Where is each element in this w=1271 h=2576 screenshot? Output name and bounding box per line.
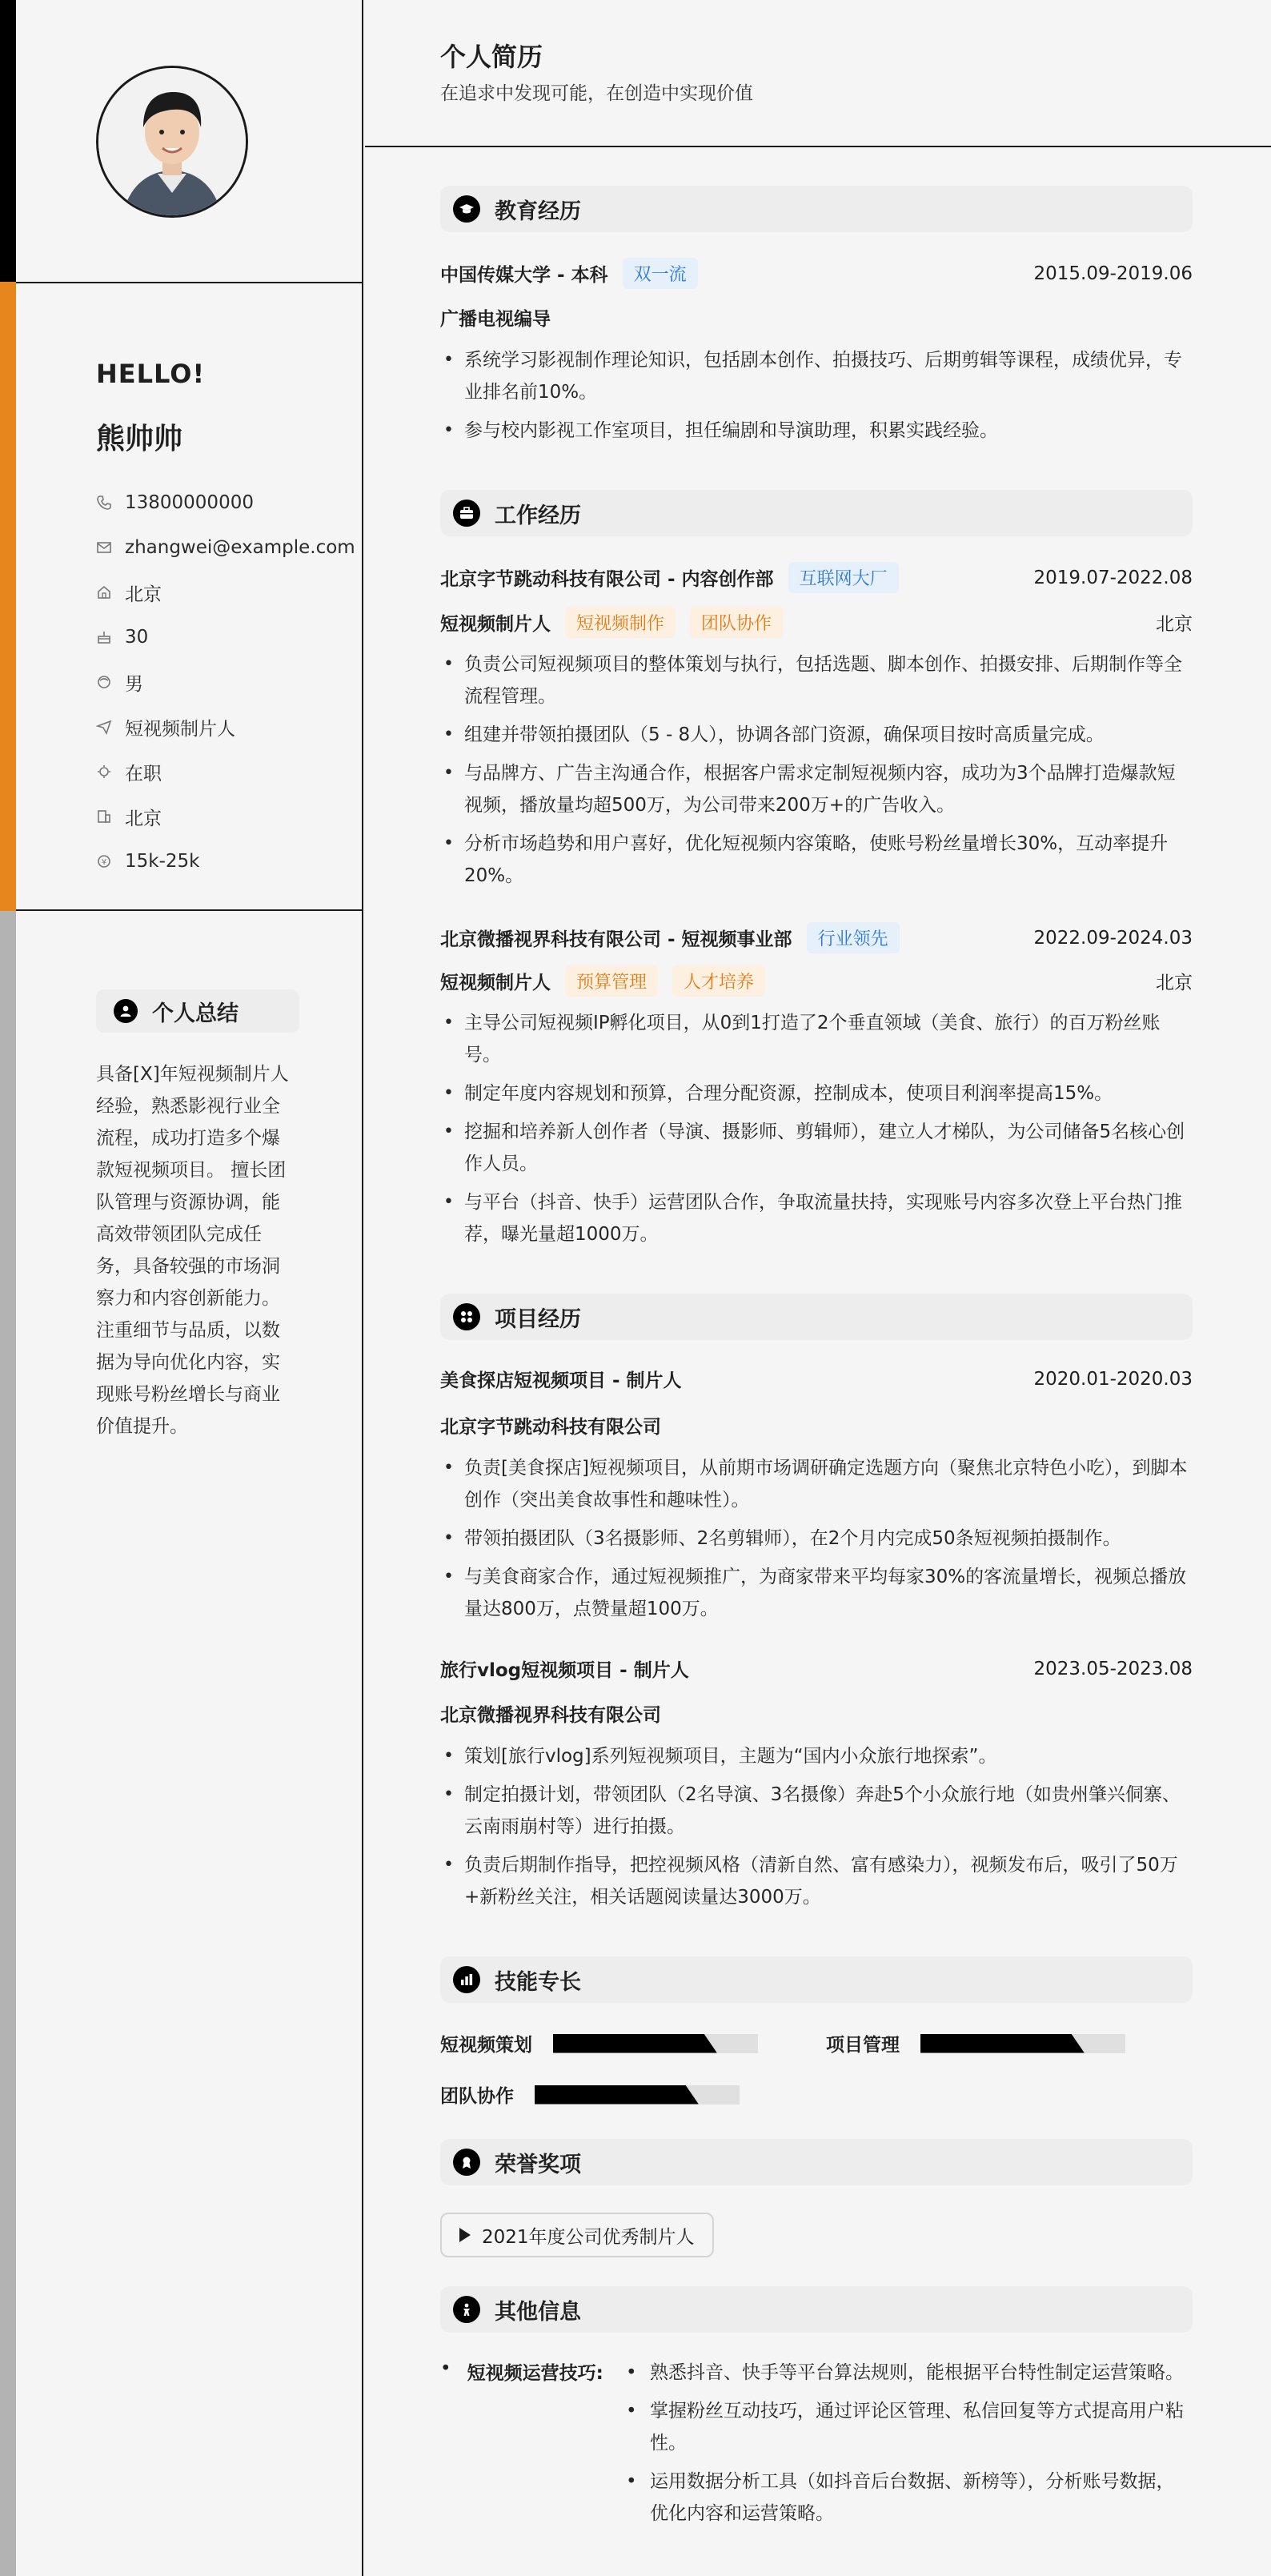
building-icon — [96, 807, 125, 826]
skill-row — [826, 2030, 1125, 2056]
skill-level-bar — [535, 2085, 740, 2105]
school-tag: 双一流 — [623, 258, 698, 289]
project-bullets — [440, 1740, 1193, 1920]
job-city: 北京 — [1156, 614, 1193, 635]
list-item: • 主导公司短视频IP孵化项目，从0到1打造了2个垂直领域（美食、旅行）的百万粉丝账号。 — [440, 1007, 1193, 1071]
candidate-name: 熊帅帅 — [96, 423, 183, 455]
send-icon — [96, 717, 125, 736]
skill-name: 短视频策划 — [440, 2035, 532, 2056]
contact-status — [96, 749, 368, 794]
skill-name: 团队协作 — [440, 2086, 514, 2107]
list-item: • 制定年度内容规划和预算，合理分配资源，控制成本，使项目利润率提高15%。 — [440, 1077, 1193, 1109]
contact-value: 在职 — [125, 763, 162, 784]
skill-level-fill — [553, 2034, 717, 2053]
job-role-line — [440, 607, 1193, 638]
project-company-line — [440, 1700, 1193, 1727]
contact-list — [96, 480, 368, 884]
user-icon — [114, 999, 138, 1023]
project-company: 北京微播视界科技有限公司 — [440, 1705, 661, 1726]
list-item: • 负责后期制作指导，把控视频风格（清新自然、富有感染力），视频发布后，吸引了50万+新粉丝关注，相关话题阅读量达3000万。 — [440, 1849, 1193, 1913]
job-tag: 行业领先 — [807, 922, 900, 953]
education-school-line — [440, 258, 1193, 289]
project-company: 北京字节跳动科技有限公司 — [440, 1417, 661, 1438]
job-date: 2022.09-2024.03 — [1033, 927, 1193, 949]
project-name: 美食探店短视频项目 - 制片人 — [440, 1370, 682, 1391]
job-company-line — [440, 922, 1193, 953]
header-divider — [365, 146, 1271, 147]
skill-tag: 团队协作 — [690, 607, 783, 638]
project-name-line — [440, 1366, 1193, 1392]
job-bullets — [440, 1007, 1193, 1257]
skill-tag: 预算管理 — [565, 965, 658, 997]
graduation-cap-icon — [453, 195, 480, 223]
skill-tag: 短视频制作 — [565, 607, 676, 638]
award-icon — [453, 2149, 480, 2176]
contact-gender — [96, 660, 368, 704]
job-role-line — [440, 965, 1193, 997]
page-subtitle: 在追求中发现可能，在创造中实现价值 — [440, 83, 753, 104]
briefcase-icon — [453, 500, 480, 527]
home-icon — [96, 583, 125, 602]
other-heading — [440, 2286, 1193, 2333]
skill-row — [440, 2081, 740, 2108]
skill-level-fill — [535, 2085, 699, 2105]
job-role: 短视频制片人 — [440, 973, 551, 993]
cake-icon — [96, 628, 125, 647]
other-label — [440, 2358, 603, 2385]
list-item: • 制定拍摄计划，带领团队（2名导演、3名摄像）奔赴5个小众旅行地（如贵州肇兴侗寨、云南雨崩村等）进行拍摄。 — [440, 1779, 1193, 1843]
job-date: 2019.07-2022.08 — [1033, 567, 1193, 588]
projects-heading — [440, 1294, 1193, 1340]
phone-icon — [96, 493, 125, 512]
other-label-text: 短视频运营技巧: — [467, 2363, 603, 2384]
skill-level-bar — [920, 2034, 1125, 2053]
job-role: 短视频制片人 — [440, 614, 551, 635]
skill-row — [440, 2030, 758, 2056]
sidebar-divider — [16, 909, 363, 911]
section-title: 其他信息 — [495, 2299, 581, 2325]
skill-level-bar — [553, 2034, 758, 2053]
gender-icon — [96, 672, 125, 692]
section-title: 技能专长 — [495, 1969, 581, 1995]
page-title: 个人简历 — [440, 42, 543, 72]
sidebar — [16, 0, 363, 2576]
contact-phone — [96, 480, 368, 525]
project-bullets — [440, 1452, 1193, 1631]
list-item: • 组建并带领拍摄团队（5 - 8人），协调各部门资源，确保项目按时高质量完成。 — [440, 719, 1193, 751]
education-heading — [440, 186, 1193, 232]
job-company: 北京微播视界科技有限公司 - 短视频事业部 — [440, 929, 792, 950]
education-major-line — [440, 304, 1193, 331]
award-label: 2021年度公司优秀制片人 — [482, 2226, 695, 2248]
summary-heading — [96, 989, 299, 1033]
hello-heading: HELLO! — [96, 359, 206, 389]
list-item: • 挖掘和培养新人创作者（导演、摄影师、剪辑师），建立人才梯队，为公司储备5名核心创作人员。 — [440, 1116, 1193, 1180]
section-title: 教育经历 — [495, 199, 581, 224]
contact-value: 北京 — [125, 584, 162, 605]
skill-tag: 人才培养 — [672, 965, 765, 997]
job-company: 北京字节跳动科技有限公司 - 内容创作部 — [440, 569, 774, 590]
contact-value: 30 — [125, 627, 149, 648]
other-bullets — [621, 2357, 1193, 2536]
award-item-button[interactable] — [440, 2213, 714, 2257]
job-company-line — [440, 562, 1193, 593]
contact-value: 短视频制片人 — [125, 718, 235, 740]
skill-level-fill — [920, 2034, 1085, 2053]
list-item: • 带领拍摄团队（3名摄影师、2名剪辑师），在2个月内完成50条短视频拍摄制作。 — [440, 1523, 1193, 1555]
skills-heading — [440, 1956, 1193, 2003]
accent-strip-orange — [0, 282, 16, 911]
person-icon — [453, 2296, 480, 2323]
contact-age — [96, 615, 368, 660]
contact-salary — [96, 839, 368, 884]
contact-location — [96, 570, 368, 615]
contact-value: 男 — [125, 673, 143, 695]
status-icon — [96, 762, 125, 781]
education-date: 2015.09-2019.06 — [1033, 263, 1193, 284]
accent-strip-gray — [0, 911, 16, 2576]
project-company-line — [440, 1412, 1193, 1438]
education-bullets — [440, 344, 1193, 453]
project-date: 2020.01-2020.03 — [1033, 1368, 1193, 1390]
list-item: • 负责公司短视频项目的整体策划与执行，包括选题、脚本创作、拍摄安排、后期制作等全流程管理。 — [440, 648, 1193, 712]
accent-strip-black — [0, 0, 16, 282]
section-title: 荣誉奖项 — [495, 2152, 581, 2177]
contact-value: 北京 — [125, 808, 162, 829]
project-name-line — [440, 1655, 1193, 1682]
avatar-portrait — [98, 68, 246, 215]
main-content — [365, 0, 1271, 2576]
skill-name: 项目管理 — [826, 2035, 900, 2056]
project-name: 旅行vlog短视频项目 - 制片人 — [440, 1660, 689, 1681]
bullet-dot-icon: • — [440, 2358, 451, 2379]
contact-city — [96, 794, 368, 839]
contact-value: zhangwei@example.com — [125, 537, 355, 558]
job-city: 北京 — [1156, 973, 1193, 993]
awards-heading — [440, 2139, 1193, 2185]
list-item: • 分析市场趋势和用户喜好，优化短视频内容策略，使账号粉丝量增长30%，互动率提升20%。 — [440, 828, 1193, 892]
svg-text:¥: ¥ — [101, 858, 107, 867]
list-item: • 掌握粉丝互动技巧，通过评论区管理、私信回复等方式提高用户粘性。 — [621, 2395, 1193, 2459]
list-item: • 与美食商家合作，通过短视频推广，为商家带来平均每家30%的客流量增长，视频总播放量达800万，点赞量超100万。 — [440, 1561, 1193, 1625]
play-triangle-icon — [459, 2228, 471, 2242]
list-item: • 运用数据分析工具（如抖音后台数据、新榜等），分析账号数据，优化内容和运营策略。 — [621, 2466, 1193, 2530]
list-item: • 负责[美食探店]短视频项目，从前期市场调研确定选题方向（聚焦北京特色小吃），到脚本创作（突出美食故事性和趣味性）。 — [440, 1452, 1193, 1516]
project-date: 2023.05-2023.08 — [1033, 1658, 1193, 1679]
list-item: • 策划[旅行vlog]系列短视频项目，主题为“国内小众旅行地探索”。 — [440, 1740, 1193, 1772]
work-heading — [440, 490, 1193, 536]
job-tag: 互联网大厂 — [788, 562, 899, 593]
section-title: 工作经历 — [495, 503, 581, 528]
list-item: • 熟悉抖音、快手等平台算法规则，能根据平台特性制定运营策略。 — [621, 2357, 1193, 2389]
section-title: 项目经历 — [495, 1306, 581, 1332]
list-item: • 与品牌方、广告主沟通合作，根据客户需求定制短视频内容，成功为3个品牌打造爆款短视频，播放量均超500万，为公司带来200万+的广告收入。 — [440, 757, 1193, 821]
job-bullets — [440, 648, 1193, 898]
summary-title: 个人总结 — [152, 1001, 239, 1026]
contact-value: 15k-25k — [125, 851, 200, 872]
mail-icon — [96, 538, 125, 557]
list-item: • 与平台（抖音、快手）运营团队合作，争取流量扶持，实现账号内容多次登上平台热门推荐，曝光量超1000万。 — [440, 1186, 1193, 1250]
list-item: • 参与校内影视工作室项目，担任编剧和导演助理，积累实践经验。 — [440, 415, 1193, 447]
avatar — [96, 66, 248, 218]
school-name: 中国传媒大学 - 本科 — [440, 265, 608, 286]
summary-text: 具备[X]年短视频制片人经验，熟悉影视行业全流程，成功打造多个爆款短视频项目。 擅长团队管理与资源协调，能高效带领团队完成任务，具备较强的市场洞察力和内容创新能力。 注重细节与品质，以数据为导向优化内容，实现账号粉丝增长与商业价值提升。 — [96, 1064, 289, 1437]
sidebar-divider — [16, 282, 363, 283]
contact-value: 13800000000 — [125, 492, 254, 513]
contact-email — [96, 525, 368, 570]
salary-icon — [96, 852, 125, 871]
grid-icon — [453, 1303, 480, 1330]
contact-position — [96, 704, 368, 749]
bar-chart-icon — [453, 1966, 480, 1993]
major-name: 广播电视编导 — [440, 309, 551, 330]
list-item: • 系统学习影视制作理论知识，包括剧本创作、拍摄技巧、后期剪辑等课程，成绩优异，专业排名前10%。 — [440, 344, 1193, 408]
